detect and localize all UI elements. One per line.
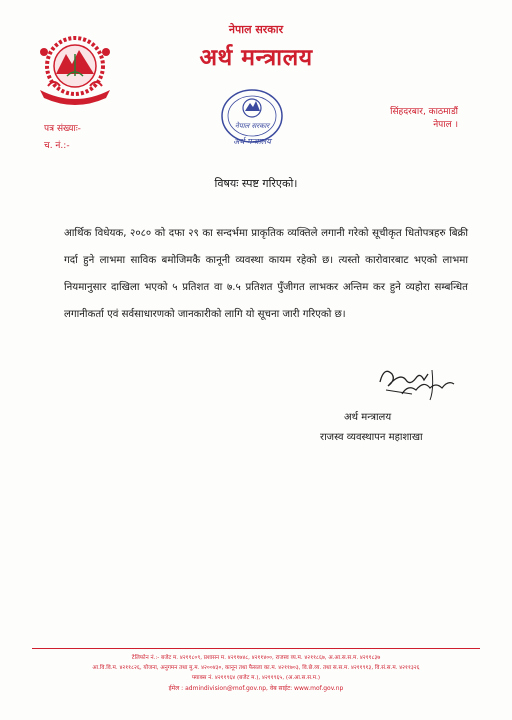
footer-telephone-line: टेलिफोन नं.:- बजेट म. ४२११८०९, प्रशासन म. ४२११७४८, ४२११४००, राजस्व व्य.म. ४२११८६७, अ.आ.स.स.म. ४२११८३७ <box>131 655 381 661</box>
footer-contact-line: ईमेल : admindivision@mof.gov.np, वेब साईट: www.mof.gov.np <box>168 685 344 692</box>
letter-body: आर्थिक विधेयक, २०८० को दफा २९ का सन्दर्भमा प्राकृतिक व्यक्तिले लगानी गरेको सूचीकृत धितोपत्रहरु बिक्री गर्दा हुने लाभमा साविक बमोजिमकै कानूनी व्यवस्था कायम रहेको छ। त्यस्तो कारोवारबाट भएको लाभमा नियमानुसार दाखिला भएको ५ प्रतिशत वा ७.५ प्रतिशत पुँजीगत लाभकर अन्तिम कर हुने व्यहोरा सम्बन्धित लगानीकर्ता एवं सर्वसाधारणको जानकारीको लागि यो सूचना जारी गरिएको छ। <box>64 228 468 320</box>
footer-divider <box>32 648 480 649</box>
subject-line: विषयः स्पष्ट गरिएको। <box>214 177 298 190</box>
ministry-name: अर्थ मन्त्रालय <box>199 45 313 71</box>
dispatch-number-label: च. नं.:- <box>44 141 70 151</box>
stamp-text-bottom: अर्थ मन्त्रालय <box>233 137 271 146</box>
address-line-2: नेपाल । <box>433 120 458 130</box>
signature-section: राजस्व व्यवस्थापन महाशाखा <box>320 432 423 443</box>
signature-ministry: अर्थ मन्त्रालय <box>344 412 392 423</box>
stamp-text-top: नेपाल सरकार <box>234 122 270 130</box>
footer-telephone-line-2: आ.वि.वि.म. ४२११८२६, योजना, अनुगमन तथा मु.म. ४२००४३०, कानून तथा फैसला का.म. ४२११७०३, वि.छे.व्य. तथा स.स.म. ४२११९१३, वि.सं.स.म. ४२११३२६ <box>92 665 420 671</box>
letter-number-label: पत्र संख्याः- <box>44 124 81 134</box>
address-line-1: सिंहदरबार, काठमाडौं <box>390 107 458 117</box>
footer-fax-line: फ्याक्स नं. ४२११९६४ (बजेट म.), ४२११९६५, (अ.आ.स.स.म.) <box>191 675 321 681</box>
office-stamp <box>216 86 288 150</box>
government-name: नेपाल सरकार <box>228 23 284 36</box>
